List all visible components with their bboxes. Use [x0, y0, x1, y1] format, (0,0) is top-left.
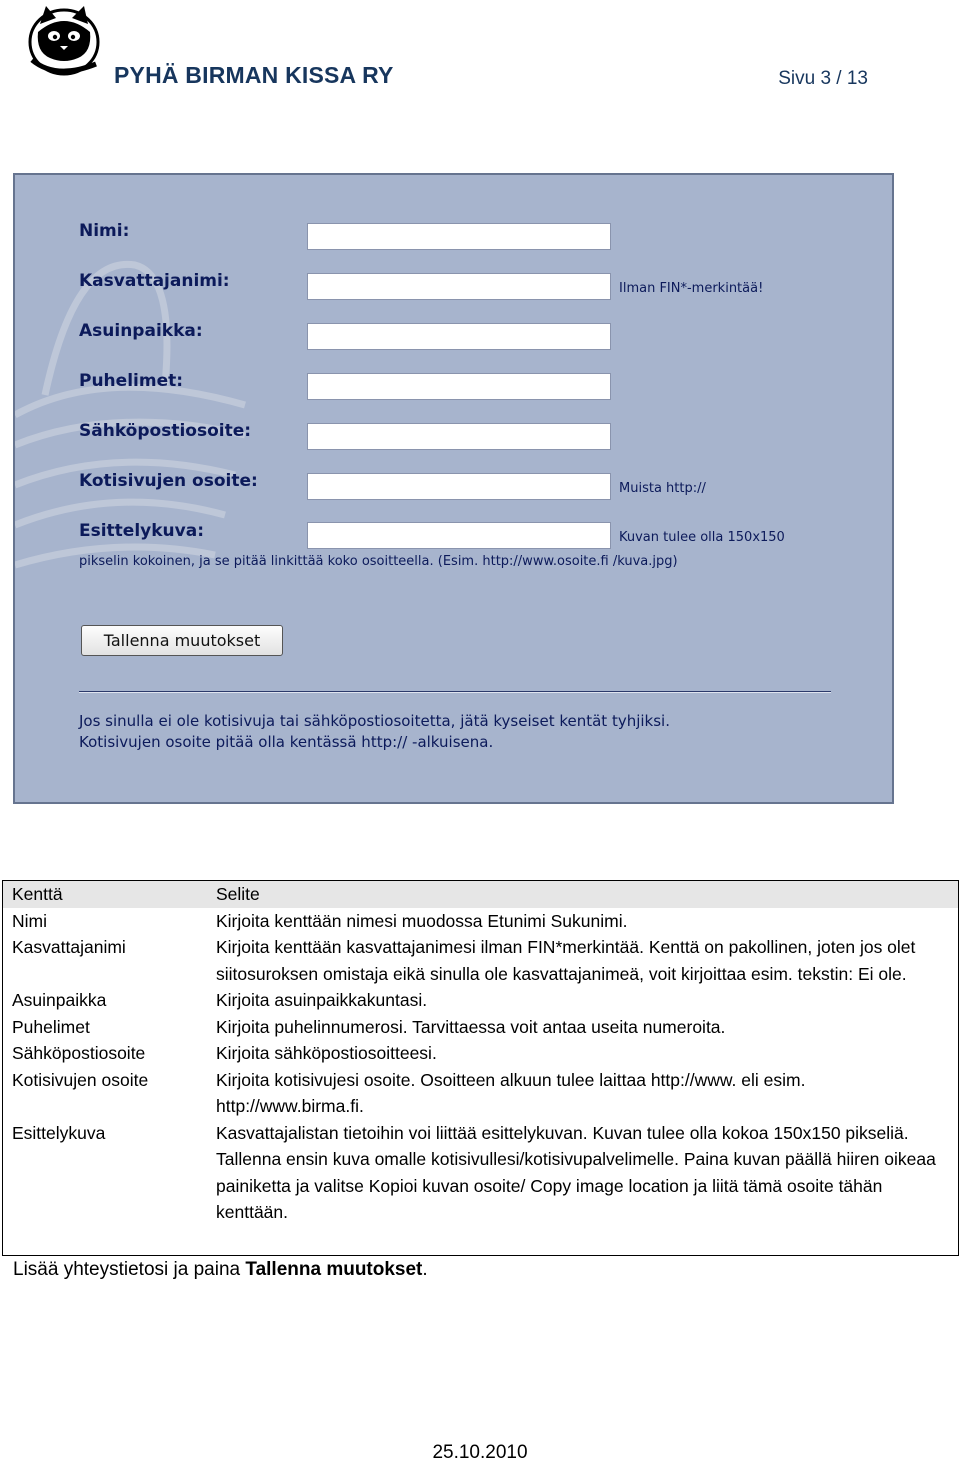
- form-note-line-2: Kotisivujen osoite pitää olla kentässä http:// -alkuisena.: [79, 733, 494, 751]
- table-row: [2, 1040, 959, 1067]
- field-label-breeder: Kasvattajanimi:: [79, 271, 230, 291]
- save-button[interactable]: Tallenna muutokset: [81, 625, 283, 656]
- row-description: Kasvattajalistan tietoihin voi liittää esittelykuvan. Kuvan tulee olla kokoa 150x150 pikseliä. Tallenna ensin kuva omalle kotisivullesi/kotisivupalvelimelle. Paina kuvan päällä hiiren oikeaa painiketta ja valitse Kopioi kuvan osoite/ Copy image location ja liitä tämä osoite tähän kenttään.: [216, 1122, 936, 1222]
- breeder-hint: Ilman FIN*-merkintää!: [619, 281, 764, 296]
- table-row: [2, 934, 959, 987]
- name-input[interactable]: [307, 223, 611, 250]
- row-field: Kotisivujen osoite: [12, 1069, 149, 1090]
- table-row: [2, 1120, 959, 1226]
- email-input[interactable]: [307, 423, 611, 450]
- field-label-phones: Puhelimet:: [79, 371, 184, 391]
- row-field: Puhelimet: [12, 1016, 90, 1037]
- table-row: [2, 987, 959, 1014]
- row-field: Asuinpaikka: [12, 990, 107, 1010]
- row-description: Kirjoita kotisivujesi osoite. Osoitteen alkuun tulee laittaa http://www. eli esim. http://www.birma.fi.: [216, 1069, 806, 1116]
- page-number: Sivu 3 / 13: [778, 68, 868, 89]
- form-note-line-1: Jos sinulla ei ole kotisivuja tai sähköpostiosoitetta, jätä kyseiset kentät tyhjiksi.: [79, 712, 670, 730]
- table-row: [2, 1067, 959, 1120]
- instruction-prefix: Lisää yhteystietosi ja paina: [13, 1259, 246, 1280]
- field-description-table: [2, 881, 959, 1226]
- field-label-location: Asuinpaikka:: [79, 321, 203, 341]
- cat-logo: [26, 2, 104, 76]
- row-field: Sähköpostiosoite: [12, 1043, 146, 1063]
- row-description: Kirjoita kenttään nimesi muodossa Etunimi Sukunimi.: [216, 910, 628, 931]
- row-description: Kirjoita puhelinnumerosi. Tarvittaessa voit antaa useita numeroita.: [216, 1016, 726, 1037]
- image-input[interactable]: [307, 522, 611, 549]
- field-label-homepage: Kotisivujen osoite:: [79, 471, 258, 491]
- row-field: Esittelykuva: [12, 1122, 106, 1143]
- row-description: Kirjoita kenttään kasvattajanimesi ilman FIN*merkintää. Kenttä on pakollinen, joten jos olet siitosuroksen omistaja eikä sinulla ole kasvattajanimeä, voit kirjoittaa esim. tekstin: Ei ole.: [216, 937, 916, 984]
- header-field: Kenttä: [2, 881, 206, 908]
- row-field: Kasvattajanimi: [12, 937, 126, 957]
- instruction-suffix: .: [422, 1259, 428, 1280]
- table-row: [2, 1014, 959, 1041]
- org-title: PYHÄ BIRMAN KISSA RY: [114, 62, 394, 88]
- row-description: Kirjoita asuinpaikkakuntasi.: [216, 990, 428, 1010]
- table-row: [2, 908, 959, 935]
- instruction-bold: Tallenna muutokset: [245, 1259, 423, 1280]
- table-header-row: [2, 881, 959, 908]
- footer-date: 25.10.2010: [432, 1442, 528, 1463]
- field-label-image: Esittelykuva:: [79, 521, 205, 541]
- location-input[interactable]: [307, 323, 611, 350]
- image-hint: Kuvan tulee olla 150x150: [619, 530, 785, 545]
- field-label-email: Sähköpostiosoite:: [79, 421, 252, 441]
- row-description: Kirjoita sähköpostiosoitteesi.: [216, 1043, 437, 1063]
- phones-input[interactable]: [307, 373, 611, 400]
- homepage-hint: Muista http://: [619, 481, 706, 496]
- instruction-line: [13, 1259, 428, 1281]
- form-note: [79, 711, 859, 753]
- divider: [79, 691, 831, 693]
- header-description: Selite: [206, 881, 959, 908]
- row-field: Nimi: [12, 910, 47, 931]
- homepage-input[interactable]: [307, 473, 611, 500]
- image-hint-continued: pikselin kokoinen, ja se pitää linkittää koko osoitteella. (Esim. http://www.osoite.fi /kuva.jpg): [79, 554, 678, 569]
- field-label-name: Nimi:: [79, 221, 130, 241]
- form-screenshot: [13, 173, 894, 804]
- breeder-name-input[interactable]: [307, 273, 611, 300]
